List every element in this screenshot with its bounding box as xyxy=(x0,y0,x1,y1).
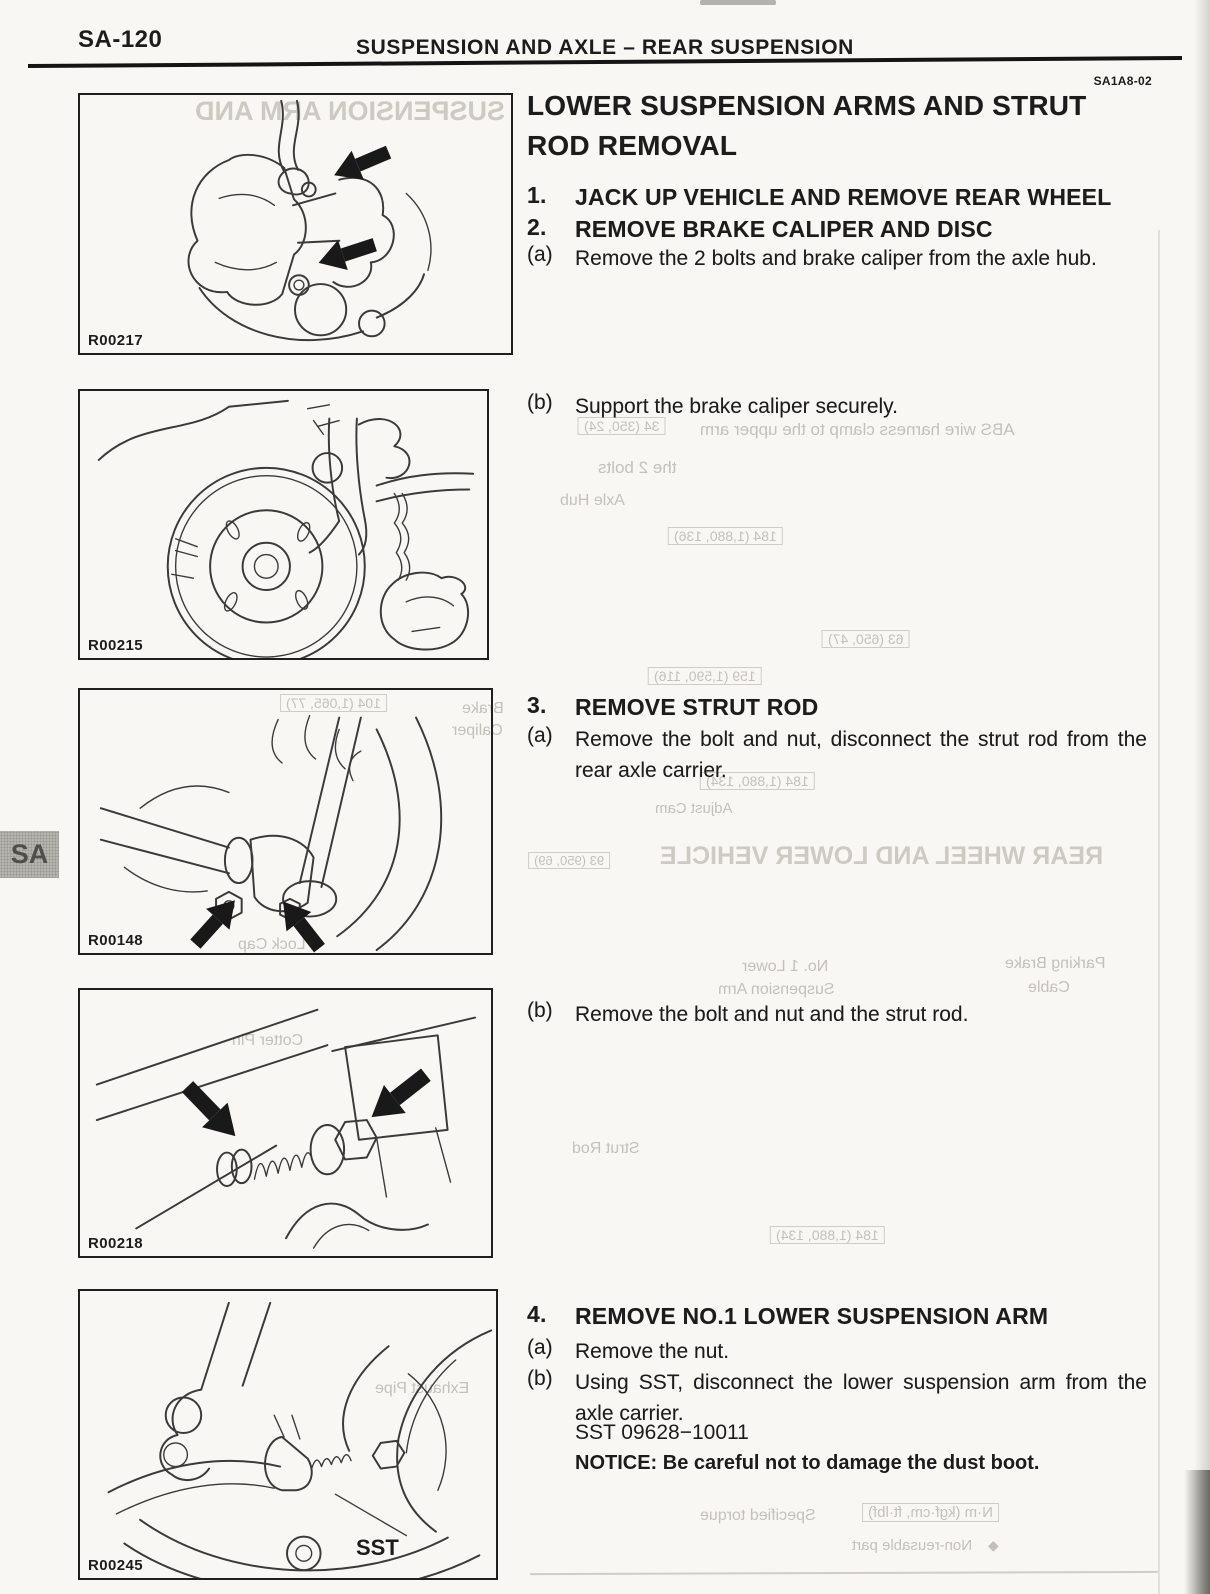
side-tab-sa: SA xyxy=(0,831,59,878)
ghost-text: Parking Brake xyxy=(1005,955,1106,972)
sst-reference: SST 09628−10011 xyxy=(575,1421,749,1444)
substep-marker: (b) xyxy=(527,999,553,1022)
figure-bolt-and-nut xyxy=(78,988,493,1258)
figure-illustration xyxy=(80,95,511,353)
substep-3a xyxy=(527,724,1147,786)
ghost-text: the 2 bolts xyxy=(598,458,677,477)
corner-shadow xyxy=(1184,1470,1210,1594)
ghost-text: Lock Cap xyxy=(238,936,306,953)
step-number: 3. xyxy=(527,692,547,718)
substep-3b xyxy=(527,999,1147,1030)
pointer-arrow-icon xyxy=(361,1061,437,1131)
substep-4b xyxy=(527,1367,1147,1429)
substep-4a xyxy=(527,1336,1147,1367)
ghost-text: 184 (1,880, 136) xyxy=(668,527,783,545)
substep-text: Remove the nut. xyxy=(575,1340,730,1363)
step-heading: REMOVE NO.1 LOWER SUSPENSION ARM xyxy=(575,1303,1049,1329)
figure-illustration xyxy=(80,1291,496,1578)
substep-2a xyxy=(527,243,1147,274)
substep-marker: (b) xyxy=(527,391,553,414)
figure-illustration xyxy=(80,391,487,658)
step-number: 4. xyxy=(527,1301,547,1327)
pointer-arrow-icon xyxy=(328,138,395,190)
ghost-text: Caliper xyxy=(452,722,503,739)
figure-strut-rod-bolt xyxy=(78,688,493,955)
page-edge-shadow xyxy=(1194,0,1210,1594)
substep-marker: (a) xyxy=(527,1336,553,1359)
ghost-text: 34 (350, 24) xyxy=(578,417,666,435)
step-1 xyxy=(527,182,1147,213)
ghost-text: REAR WHEEL AND LOWER VEHICLE xyxy=(660,842,1104,870)
ghost-text: 184 (1,880, 134) xyxy=(700,772,815,790)
page-title: LOWER SUSPENSION ARMS AND STRUT ROD REMOVAL xyxy=(527,90,1087,161)
substep-marker: (a) xyxy=(527,724,553,747)
figure-illustration xyxy=(80,990,491,1256)
ghost-text: Non-reusable part xyxy=(852,1537,973,1554)
figure-label: R00217 xyxy=(88,332,143,349)
pointer-arrow-icon xyxy=(175,1074,248,1148)
step-number: 1. xyxy=(527,182,547,208)
ghost-rule-line xyxy=(530,1571,1158,1575)
step-2 xyxy=(527,214,1147,245)
ghost-text: Axle Hub xyxy=(560,492,625,509)
sst-callout: SST xyxy=(356,1535,399,1560)
notice-text: NOTICE: Be careful not to damage the dust boot. xyxy=(575,1452,1040,1474)
page-header-title: SUSPENSION AND AXLE – REAR SUSPENSION xyxy=(356,36,854,59)
pointer-arrow-icon xyxy=(271,892,332,953)
figure-label: R00218 xyxy=(88,1235,143,1252)
page-code: SA-120 xyxy=(78,26,163,53)
ghost-text: 159 (1,590, 116) xyxy=(648,667,762,685)
step-3 xyxy=(527,692,1147,723)
ghost-text: Cotter Pin xyxy=(232,1032,304,1049)
section-code: SA1A8-02 xyxy=(1093,74,1152,88)
ghost-text: 93 (950, 69) xyxy=(528,852,610,869)
ghost-text: ◆ xyxy=(988,1537,999,1553)
page-crease-line xyxy=(1158,230,1160,1594)
ghost-text: 63 (650, 47) xyxy=(822,630,910,648)
step-heading: JACK UP VEHICLE AND REMOVE REAR WHEEL xyxy=(575,184,1112,210)
ghost-text: Exhaust Pipe xyxy=(375,1380,470,1397)
figure-sst-lower-arm xyxy=(78,1289,498,1580)
ghost-text: ABS wire harness clamp to the upper arm xyxy=(700,420,1015,439)
substep-marker: (b) xyxy=(527,1367,553,1390)
substep-text: Remove the bolt and nut, disconnect the strut rod from the rear axle carrier. xyxy=(575,728,1147,782)
ghost-text: 184 (1,880, 134) xyxy=(770,1226,885,1244)
scan-smudge xyxy=(700,0,776,5)
ghost-text: 104 (1,065, 77) xyxy=(280,694,387,712)
substep-text: Using SST, disconnect the lower suspension arm from the axle carrier. xyxy=(575,1371,1147,1425)
figure-label: R00245 xyxy=(88,1557,143,1574)
step-heading: REMOVE STRUT ROD xyxy=(575,694,819,720)
substep-2b xyxy=(527,391,1147,422)
substep-text: Support the brake caliper securely. xyxy=(575,395,898,418)
substep-marker: (a) xyxy=(527,243,553,266)
ghost-text: Brake xyxy=(462,700,504,717)
ghost-text: Specified torque xyxy=(700,1507,816,1524)
ghost-text: Strut Rod xyxy=(572,1140,640,1157)
figure-brake-caliper-bolts xyxy=(78,93,513,355)
ghost-text: Suspension Arm xyxy=(718,981,835,998)
ghost-text: No. 1 Lower xyxy=(742,958,829,975)
ghost-text: SUSPENSION ARM AND xyxy=(195,96,506,126)
substep-text: Remove the bolt and nut and the strut rod. xyxy=(575,1003,969,1026)
ghost-text: Cable xyxy=(1028,979,1070,996)
step-4 xyxy=(527,1301,1147,1332)
figure-label: R00215 xyxy=(88,637,143,654)
figure-illustration xyxy=(80,690,491,953)
figure-label: R00148 xyxy=(88,932,143,949)
step-number: 2. xyxy=(527,214,547,240)
figure-caliper-supported xyxy=(78,389,489,660)
ghost-text: Adjust Cam xyxy=(655,800,733,817)
step-heading: REMOVE BRAKE CALIPER AND DISC xyxy=(575,216,993,242)
ghost-text: N·m (kgf·cm, ft·lbf) xyxy=(862,1503,999,1522)
substep-text: Remove the 2 bolts and brake caliper from the axle hub. xyxy=(575,247,1097,270)
